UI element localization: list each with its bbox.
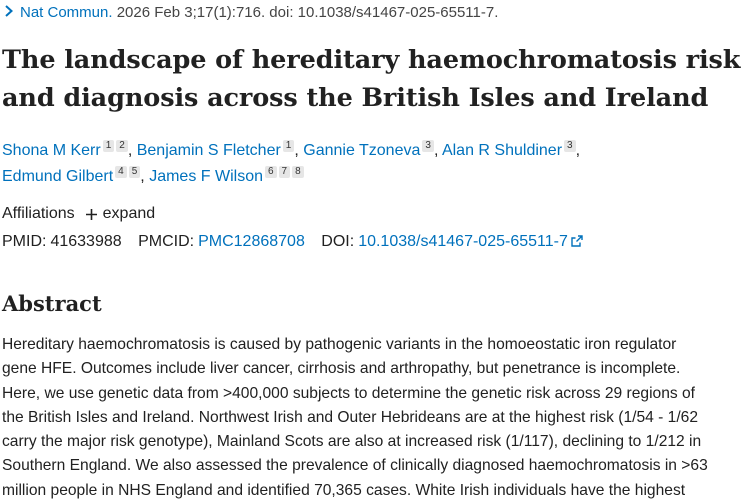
abstract-body	[2, 333, 748, 500]
author-link[interactable]: Alan R Shuldiner	[441, 142, 563, 159]
author-link[interactable]: James F Wilson	[149, 168, 263, 185]
expand-affiliations-button[interactable]	[85, 203, 156, 225]
pmcid-label: PMCID:	[138, 233, 195, 250]
pmcid-link[interactable]: PMC12868708	[198, 233, 305, 250]
pmid-label: PMID:	[2, 233, 47, 250]
author-link[interactable]: Benjamin S Fletcher	[136, 142, 281, 159]
affiliation-badge[interactable]: 3	[422, 140, 434, 152]
abstract-line: carry the major risk genotype), Mainland Scots are also at increased risk (1/117), declining to 1/212 in	[2, 433, 702, 451]
author-item: Benjamin S Fletcher 1 ,	[136, 140, 304, 159]
author-item	[149, 168, 303, 185]
author-item: Alan R Shuldiner 3 ,	[441, 140, 581, 159]
affiliations-label: Affiliations	[2, 205, 75, 222]
abstract-line: Hereditary haemochromatosis is caused by pathogenic variants in the homoeostatic iron regulator	[2, 336, 677, 353]
abstract-heading: Abstract	[2, 291, 102, 316]
author-list	[2, 138, 748, 190]
author-item: Edmund Gilbert 4 5 ,	[2, 166, 150, 185]
plus-icon	[85, 208, 98, 221]
author-link[interactable]: Shona M Kerr	[2, 142, 101, 159]
identifiers-row	[2, 231, 583, 253]
author-item: Shona M Kerr 1 2 ,	[2, 140, 137, 159]
affiliations-row	[2, 203, 155, 225]
abstract-line: Southern England. We also assessed the prevalence of clinically diagnosed haemochromatosis in >63	[2, 457, 708, 475]
affiliation-badge[interactable]: 2	[116, 140, 128, 152]
author-link[interactable]: Gannie Tzoneva	[303, 142, 421, 159]
abstract-line: gene HFE. Outcomes include liver cancer, cirrhosis and arthropathy, but penetrance is incomplete.	[2, 360, 681, 378]
affiliation-badge[interactable]: 1	[283, 140, 295, 152]
affiliation-badge[interactable]: 6	[265, 166, 277, 178]
article-title-line: and diagnosis across the British Isles and Ireland	[2, 83, 709, 113]
affiliation-badge[interactable]: 8	[292, 166, 304, 178]
pmid-value: 41633988	[50, 233, 122, 250]
affiliation-badge[interactable]: 7	[279, 166, 291, 178]
citation-details: 2026 Feb 3;17(1):716. doi: 10.1038/s41467-025-65511-7.	[116, 4, 499, 21]
abstract-line: million people in NHS England and identified 70,365 cases. White Irish individuals have the highest	[2, 481, 686, 499]
abstract-line: the British Isles and Ireland. Northwest Irish and Outer Hebrideans are at the highest risk (1/54 - 1/62	[2, 408, 699, 426]
affiliation-badge[interactable]: 5	[129, 166, 141, 178]
chevron-right-icon[interactable]	[2, 4, 16, 18]
expand-label: expand	[102, 205, 156, 222]
affiliation-badge[interactable]: 4	[115, 166, 127, 178]
article-title	[2, 41, 748, 117]
doi-label: DOI:	[321, 233, 355, 250]
author-item: Gannie Tzoneva 3 ,	[303, 140, 442, 159]
journal-link[interactable]: Nat Commun.	[20, 4, 113, 21]
doi-link[interactable]: 10.1038/s41467-025-65511-7	[358, 233, 568, 250]
article-title-line: The landscape of hereditary haemochromatosis risk	[2, 45, 741, 75]
affiliation-badge[interactable]: 1	[103, 140, 115, 152]
author-link[interactable]: Edmund Gilbert	[2, 168, 114, 185]
abstract-line: Here, we use genetic data from >400,000 subjects to determine the genetic risk across 29 regions of	[2, 384, 696, 402]
external-link-icon[interactable]	[571, 235, 583, 247]
citation-line	[2, 3, 498, 23]
affiliation-badge[interactable]: 3	[564, 140, 576, 152]
